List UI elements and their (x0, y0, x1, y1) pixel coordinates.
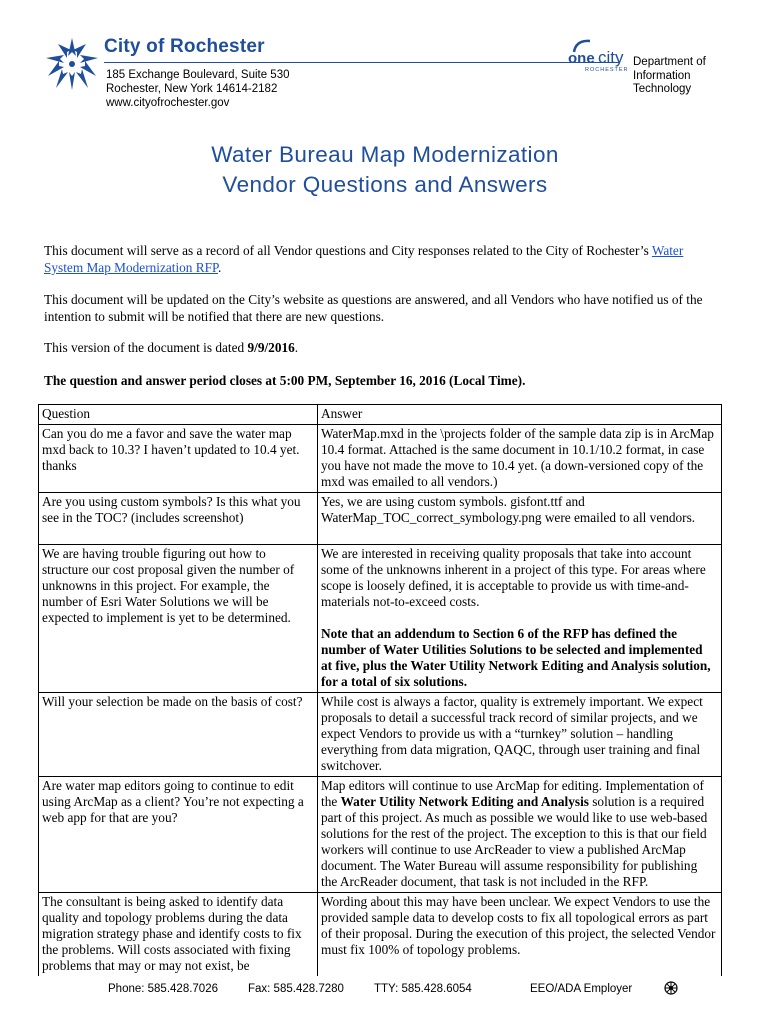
footer-tty: TTY: 585.428.6054 (374, 983, 472, 995)
intro-paragraph-1 (44, 242, 724, 276)
question-cell: Are water map editors going to continue to edit using ArcMap as a client? You’re not expecting a web app for that are you? (39, 777, 318, 893)
intro-p3-end: . (294, 340, 299, 355)
header-rule (104, 62, 620, 63)
answer-note: Note that an addendum to Section 6 of the RFP has defined the number of Water Utilities Solutions to be selected and implemented at five, plus the Water Utility Network Editing and Analysis solution, for a total of six solutions. (321, 626, 711, 689)
deadline-notice: The question and answer period closes at 5:00 PM, September 16, 2016 (Local Time). (44, 373, 526, 388)
website: www.cityofrochester.gov (106, 97, 230, 109)
rfp-link[interactable]: Water System Map Modernization RFP (44, 243, 684, 275)
question-cell: Will your selection be made on the basis of cost? (39, 693, 318, 777)
table-row (39, 545, 722, 693)
document-title (0, 140, 770, 200)
answer-bold: Water Utility Network Editing and Analysis (340, 794, 589, 809)
table-row (39, 777, 722, 893)
footer-eeo: EEO/ADA Employer (530, 983, 633, 995)
question-cell: The consultant is being asked to identify data quality and topology problems during the data migration strategy phase and identify costs to fix the problems. Will costs associated with fixing problems that may or may not exist, be (39, 893, 318, 977)
table-row (39, 893, 722, 977)
answer-cell: Wording about this may have been unclear. We expect Vendors to use the provided sample data to develop costs to fix all topological errors as part of their proposal. During the execution of this project, the selected Vendor must fix 100% of topology problems. (318, 893, 722, 977)
intro-p1-text: This document will serve as a record of all Vendor questions and City responses related to the City of Rochester’s (44, 243, 652, 258)
intro-p1-end: . (217, 260, 222, 275)
answer-text: Map editors will continue to use ArcMap for editing. Implementation of the (321, 778, 704, 809)
onecity-logo-sub: ROCHESTER (585, 67, 629, 73)
letterhead (0, 0, 770, 120)
address-line-1: 185 Exchange Boulevard, Suite 530 (106, 69, 290, 81)
answer-cell: WaterMap.mxd in the \projects folder of the sample data zip is in ArcMap 10.4 format. Attached is the same document in 10.1/10.2 format, in case you have not made the move to 10.4 yet. (a down-versioned copy of the mxd was emailed to all vendors.) (318, 425, 722, 493)
header-answer: Answer (318, 405, 722, 425)
question-cell: Are you using custom symbols? Is this what you see in the TOC? (includes screenshot) (39, 493, 318, 545)
answer-text-end: solution is a required part of this project. As much as possible we would like to use web-based solutions for the rest of the project. The exception to this is that our field workers will continue to use ArcReader to view a published ArcMap document. The Water Bureau will assume responsibility for publishing the ArcReader document, that task is not included in the RFP. (321, 794, 708, 889)
answer-cell (318, 777, 722, 893)
city-address (106, 68, 290, 110)
recycle-wheel-icon (664, 981, 678, 995)
onecity-logo-one: one (568, 50, 595, 67)
address-line-2: Rochester, New York 14614-2182 (106, 83, 278, 95)
question-cell: We are having trouble figuring out how to structure our cost proposal given the number of unknowns in this project. For example, the number of Esri Water Solutions we will be expected to implement is yet to be determined. (39, 545, 318, 693)
table-row (39, 493, 722, 545)
header-question: Question (39, 405, 318, 425)
version-date: 9/9/2016 (247, 340, 295, 355)
department-name (633, 56, 706, 97)
city-logo-icon (44, 36, 100, 92)
city-name: City of Rochester (104, 36, 265, 57)
intro-p3-text: This version of the document is dated (44, 340, 248, 355)
answer-cell: While cost is always a factor, quality is extremely important. We expect proposals to detail a successful track record of similar projects, and we expect Vendors to provide us with a “turnkey” solution – handling everything from data migration, QAQC, through user training and final switchover. (318, 693, 722, 777)
table-header-row (39, 405, 722, 425)
onecity-logo-city: city (598, 48, 624, 67)
intro-paragraph-3 (44, 339, 724, 356)
qa-table (38, 404, 722, 976)
dept-line-2: Information (633, 69, 691, 82)
answer-cell (318, 545, 722, 693)
answer-text: We are interested in receiving quality proposals that take into account some of the unknowns inherent in a project of this type. For areas where scope is loosely defined, it is acceptable to provide us with time-and-materials not-to-exceed costs. (321, 546, 706, 609)
footer-phone: Phone: 585.428.7026 (108, 983, 218, 995)
answer-cell: Yes, we are using custom symbols. gisfont.ttf and WaterMap_TOC_correct_symbology.png were emailed to all vendors. (318, 493, 722, 545)
question-cell: Can you do me a favor and save the water map mxd back to 10.3? I haven’t updated to 10.4 yet. thanks (39, 425, 318, 493)
dept-line-1: Department of (633, 56, 706, 68)
title-line-1: Water Bureau Map Modernization (211, 142, 559, 167)
dept-line-3: Technology (633, 83, 692, 95)
intro-paragraph-2: This document will be updated on the City’s website as questions are answered, and all Vendors who have notified us of the intention to submit will be notified that there are new questions. (44, 292, 703, 324)
table-row (39, 693, 722, 777)
title-line-2: Vendor Questions and Answers (222, 172, 548, 197)
footer-fax: Fax: 585.428.7280 (248, 983, 344, 995)
table-row (39, 425, 722, 493)
